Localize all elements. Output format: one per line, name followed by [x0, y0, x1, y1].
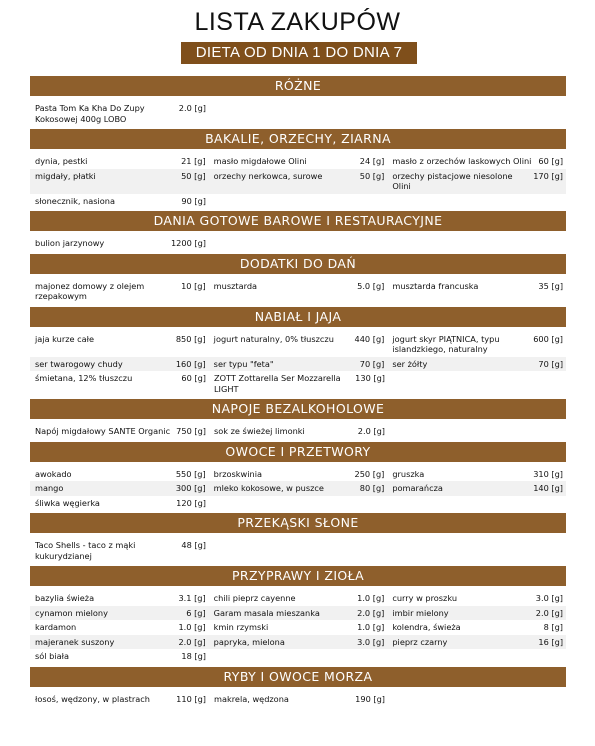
list-item	[387, 481, 566, 496]
item-quantity: 170 [g]	[533, 170, 564, 181]
list-item	[209, 591, 388, 606]
list-item	[209, 606, 388, 621]
item-name: makrela, wędzona	[214, 693, 289, 704]
item-quantity: 2.0 [g]	[357, 607, 385, 618]
category-section	[30, 442, 566, 511]
table-row	[30, 332, 566, 357]
item-quantity: 1.0 [g]	[357, 622, 385, 632]
list-item	[30, 481, 209, 496]
item-quantity: 1.0 [g]	[178, 622, 206, 632]
item-name: pieprz czarny	[392, 636, 448, 647]
list-item	[30, 332, 209, 357]
item-quantity: 60 [g]	[181, 373, 206, 383]
item-quantity: 21 [g]	[181, 156, 206, 166]
list-item	[30, 635, 209, 650]
list-item	[30, 620, 209, 635]
category-header: OWOCE I PRZETWORY	[30, 442, 566, 462]
diet-range-banner: DIETA OD DNIA 1 DO DNIA 7	[181, 42, 417, 64]
list-item	[30, 236, 209, 251]
table-row	[30, 424, 566, 439]
item-name: łosoś, wędzony, w plastrach	[35, 693, 150, 704]
item-name: migdały, płatki	[35, 170, 96, 181]
item-name: pomarańcza	[392, 483, 443, 493]
shopping-list	[30, 76, 566, 709]
item-name: masło migdałowe Olini	[213, 156, 307, 166]
table-row	[30, 169, 566, 194]
list-item	[209, 169, 388, 194]
item-name: jaja kurze całe	[35, 333, 95, 344]
item-quantity: 3.0 [g]	[535, 593, 564, 603]
item-quantity: 70 [g]	[538, 358, 564, 369]
item-name: mango	[35, 483, 64, 493]
list-item	[30, 194, 209, 209]
category-section	[30, 667, 566, 707]
list-item	[30, 606, 209, 621]
table-row	[30, 371, 566, 396]
item-name: Napój migdałowy SANTE Organic	[35, 426, 171, 436]
category-section	[30, 129, 566, 208]
item-name: bulion jarzynowy	[35, 238, 105, 248]
list-item	[30, 371, 209, 396]
item-rows	[30, 154, 566, 208]
item-name: sok ze świeżej limonki	[214, 426, 305, 436]
list-item	[387, 606, 566, 621]
item-name: jogurt naturalny, 0% tłuszczu	[213, 333, 334, 344]
item-quantity: 6 [g]	[186, 607, 206, 618]
category-section	[30, 513, 566, 563]
category-section	[30, 399, 566, 439]
item-name: kolendra, świeża	[392, 622, 461, 632]
item-name: chili pieprz cayenne	[213, 593, 296, 603]
item-name: ser twarogowy chudy	[35, 358, 123, 369]
item-rows	[30, 101, 566, 126]
item-quantity: 120 [g]	[176, 497, 206, 508]
item-name: cynamon mielony	[35, 607, 108, 618]
item-quantity: 600 [g]	[533, 333, 564, 344]
list-item	[30, 538, 209, 563]
item-name: Taco Shells - taco z mąki kukurydzianej	[35, 540, 136, 561]
item-name: bazylia świeża	[35, 593, 95, 603]
table-row	[30, 635, 566, 650]
item-quantity: 110 [g]	[176, 693, 206, 704]
category-header: DODATKI DO DAŃ	[30, 254, 566, 274]
category-section	[30, 566, 566, 664]
item-quantity: 80 [g]	[359, 483, 385, 493]
item-quantity: 1200 [g]	[170, 238, 206, 248]
item-quantity: 60 [g]	[538, 156, 564, 166]
list-item	[30, 101, 209, 126]
list-item	[387, 620, 566, 635]
table-row	[30, 194, 566, 209]
item-rows	[30, 279, 566, 304]
item-name: śliwka węgierka	[35, 497, 100, 508]
item-name: awokado	[35, 468, 72, 479]
category-header: NABIAŁ I JAJA	[30, 307, 566, 327]
item-quantity: 130 [g]	[355, 373, 385, 383]
list-item	[30, 496, 209, 511]
item-quantity: 250 [g]	[354, 468, 385, 479]
table-row	[30, 279, 566, 304]
item-quantity: 3.1 [g]	[178, 593, 206, 603]
item-quantity: 2.0 [g]	[357, 426, 385, 436]
item-rows	[30, 236, 566, 251]
item-name: orzechy nerkowca, surowe	[213, 170, 323, 181]
item-quantity: 3.0 [g]	[357, 636, 385, 647]
category-header: PRZYPRAWY I ZIOŁA	[30, 566, 566, 586]
item-name: majeranek suszony	[35, 636, 115, 647]
item-name: kardamon	[35, 622, 77, 632]
item-quantity: 1.0 [g]	[357, 593, 385, 603]
category-header: BAKALIE, ORZECHY, ZIARNA	[30, 129, 566, 149]
list-item	[387, 591, 566, 606]
item-name: śmietana, 12% tłuszczu	[35, 373, 133, 383]
item-name: Pasta Tom Ka Kha Do Zupy Kokosowej 400g LOBO	[35, 103, 145, 124]
item-quantity: 440 [g]	[354, 333, 385, 344]
item-quantity: 18 [g]	[181, 651, 206, 661]
table-row	[30, 357, 566, 372]
category-header: NAPOJE BEZALKOHOLOWE	[30, 399, 566, 419]
list-item	[209, 332, 388, 357]
item-quantity: 5.0 [g]	[357, 280, 385, 291]
item-name: majonez domowy z olejem rzepakowym	[35, 280, 145, 301]
list-item	[30, 649, 209, 664]
item-name: papryka, mielona	[213, 636, 285, 647]
table-row	[30, 606, 566, 621]
item-quantity: 16 [g]	[538, 636, 564, 647]
list-item	[30, 279, 209, 304]
list-item	[209, 154, 388, 169]
list-item	[387, 357, 566, 372]
item-quantity: 24 [g]	[359, 156, 385, 166]
item-quantity: 48 [g]	[181, 540, 206, 550]
item-name: jogurt skyr PIĄTNICA, typu islandzkiego, naturalny	[392, 333, 500, 354]
list-item	[387, 332, 566, 357]
item-quantity: 750 [g]	[176, 426, 206, 436]
list-item	[30, 692, 209, 707]
table-row	[30, 101, 566, 126]
item-name: słonecznik, nasiona	[35, 195, 116, 206]
list-item	[30, 591, 209, 606]
category-section	[30, 76, 566, 126]
category-header: RÓŻNE	[30, 76, 566, 96]
item-quantity: 300 [g]	[175, 483, 206, 493]
item-name: masło z orzechów laskowych Olini	[392, 156, 532, 166]
item-quantity: 10 [g]	[181, 280, 206, 291]
category-header: RYBY I OWOCE MORZA	[30, 667, 566, 687]
item-name: musztarda	[213, 280, 258, 291]
table-row	[30, 467, 566, 482]
item-name: musztarda francuska	[392, 280, 479, 291]
list-item	[30, 424, 209, 439]
category-header: PRZEKĄSKI SŁONE	[30, 513, 566, 533]
item-name: mleko kokosowe, w puszce	[213, 483, 324, 493]
list-item	[387, 169, 566, 194]
item-name: gruszka	[392, 468, 425, 479]
item-quantity: 310 [g]	[533, 468, 564, 479]
item-quantity: 550 [g]	[175, 468, 206, 479]
item-quantity: 70 [g]	[359, 358, 385, 369]
item-quantity: 8 [g]	[543, 622, 564, 632]
table-row	[30, 538, 566, 563]
item-rows	[30, 538, 566, 563]
table-row	[30, 620, 566, 635]
item-quantity: 140 [g]	[533, 483, 564, 493]
list-item	[387, 467, 566, 482]
list-item	[209, 620, 388, 635]
table-row	[30, 236, 566, 251]
item-name: dynia, pestki	[35, 156, 88, 166]
category-section	[30, 254, 566, 304]
page-title: LISTA ZAKUPÓW	[194, 8, 401, 36]
category-section	[30, 211, 566, 251]
item-name: brzoskwinia	[213, 468, 263, 479]
item-name: sól biała	[35, 651, 69, 661]
list-item	[30, 169, 209, 194]
list-item	[30, 357, 209, 372]
category-header: DANIA GOTOWE BAROWE I RESTAURACYJNE	[30, 211, 566, 231]
list-item	[209, 357, 388, 372]
item-quantity: 90 [g]	[181, 195, 206, 206]
list-item	[387, 154, 566, 169]
item-name: ser żółty	[392, 358, 428, 369]
item-quantity: 2.0 [g]	[178, 103, 206, 113]
list-item	[30, 154, 209, 169]
item-name: Garam masala mieszanka	[213, 607, 320, 618]
item-name: orzechy pistacjowe niesolone Olini	[392, 170, 513, 191]
item-name: ZOTT Zottarella Ser Mozzarella LIGHT	[214, 373, 341, 394]
table-row	[30, 496, 566, 511]
list-item	[209, 424, 388, 439]
item-name: ser typu "feta"	[213, 358, 274, 369]
item-name: imbir mielony	[392, 607, 449, 618]
item-name: kmin rzymski	[213, 622, 269, 632]
item-quantity: 50 [g]	[181, 170, 206, 181]
item-quantity: 50 [g]	[359, 170, 385, 181]
table-row	[30, 481, 566, 496]
item-rows	[30, 332, 566, 397]
item-rows	[30, 692, 566, 707]
table-row	[30, 692, 566, 707]
list-item	[30, 467, 209, 482]
list-item	[387, 279, 566, 304]
table-row	[30, 591, 566, 606]
list-item	[209, 279, 388, 304]
table-row	[30, 649, 566, 664]
table-row	[30, 154, 566, 169]
item-quantity: 190 [g]	[355, 693, 385, 704]
list-item	[209, 481, 388, 496]
item-quantity: 35 [g]	[538, 280, 564, 291]
list-item	[387, 635, 566, 650]
item-quantity: 2.0 [g]	[535, 607, 564, 618]
item-name: curry w proszku	[392, 593, 458, 603]
item-quantity: 160 [g]	[175, 358, 206, 369]
item-rows	[30, 424, 566, 439]
item-rows	[30, 591, 566, 664]
category-section	[30, 307, 566, 397]
list-item	[209, 692, 388, 707]
item-quantity: 850 [g]	[175, 333, 206, 344]
list-item	[209, 635, 388, 650]
list-item	[209, 467, 388, 482]
item-quantity: 2.0 [g]	[178, 636, 206, 647]
list-item	[209, 371, 388, 396]
item-rows	[30, 467, 566, 511]
